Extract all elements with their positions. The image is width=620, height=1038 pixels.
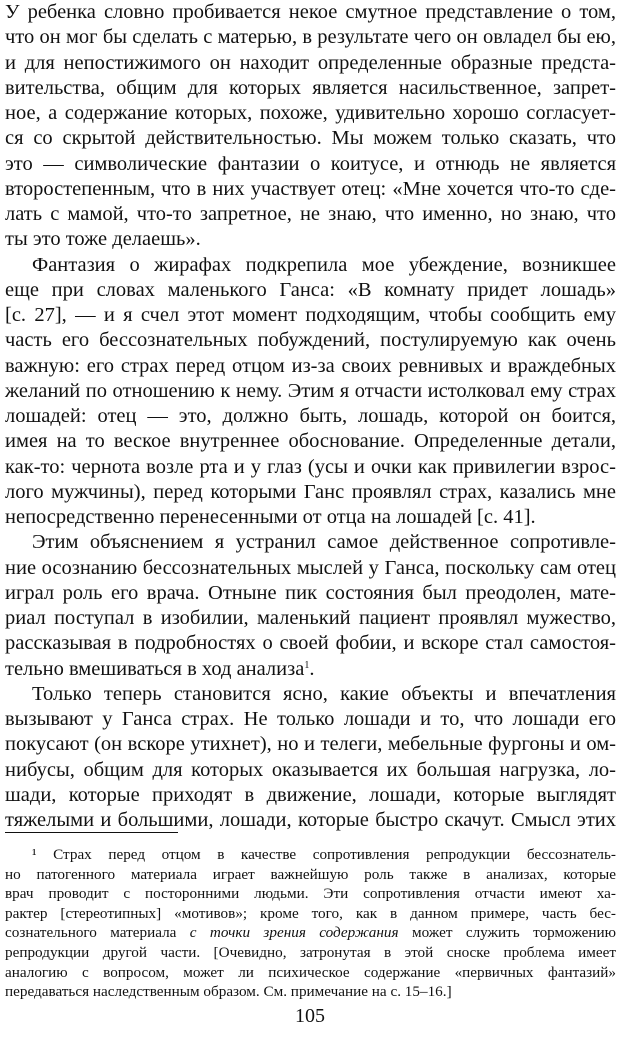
body-line bbox=[5, 682, 616, 707]
footnote-line-text: рактер [стереотипных] «мотивов»; кроме того, как в данном примере, часть бес- bbox=[5, 904, 616, 922]
body-line-text: [с. 27], — и я счел этот момент подходящим, чтобы сообщить ему bbox=[5, 304, 616, 326]
body-line bbox=[5, 404, 616, 429]
body-line bbox=[5, 505, 616, 530]
footnote-line-text: но патогенного материала играет важнейшую роль также в анализах, которые bbox=[5, 865, 616, 883]
body-line bbox=[5, 480, 616, 505]
body-line bbox=[5, 606, 616, 631]
body-line-text: шади, которые приходят в движение, лошади, которые выглядят bbox=[5, 783, 616, 806]
body-line bbox=[5, 783, 616, 808]
body-line-text: что он мог бы сделать с матерью, в результате чего он овладел бы ею, bbox=[5, 26, 616, 49]
body-line bbox=[5, 253, 616, 278]
footnote-line-text: сознательного материала bbox=[5, 924, 190, 942]
body-line-text: второстепенным, что в них участвует отец: «Мне хочется что-то сде- bbox=[5, 177, 616, 200]
body-line bbox=[5, 51, 616, 76]
body-line bbox=[5, 808, 616, 833]
body-line bbox=[5, 631, 616, 656]
body-line-text: Этим объяснением я устранил самое действенное сопротивле- bbox=[32, 531, 616, 554]
footnote-line-text: аналогию с вопросом, может ли психическое содержание «первичных фантазий» bbox=[5, 963, 616, 981]
body-line bbox=[5, 530, 616, 555]
body-line bbox=[5, 429, 616, 454]
body-line-text: лого мужчины), перед которыми Ганс проявлял страх, казались мне bbox=[5, 480, 616, 503]
footnote-line bbox=[5, 923, 616, 943]
body-line-text: нибусы, общим для которых оказывается их большая нагрузка, ло- bbox=[5, 758, 616, 781]
body-line bbox=[5, 126, 616, 151]
body-line-text: Только теперь становится ясно, какие объекты и впечатления bbox=[32, 682, 616, 705]
body-line-text: желаний по отношению к нему. Этим я отчасти истолковал ему страх bbox=[5, 379, 616, 402]
body-line bbox=[5, 278, 616, 303]
footnote-line-text: передаваться наследственным образом. См. примечание на с. 15–16.] bbox=[5, 983, 452, 1001]
body-line bbox=[5, 0, 616, 25]
body-line bbox=[5, 25, 616, 50]
footnote-line-text: врач проводит с посторонними людьми. Эти сопротивления отчасти имеют ха- bbox=[5, 885, 616, 903]
body-line bbox=[5, 177, 616, 202]
body-line-text: вызывают у Ганса страх. Не только лошади и то, что лошади его bbox=[5, 708, 616, 730]
body-line-text: ты это тоже делаешь». bbox=[5, 228, 201, 251]
footnote-line bbox=[5, 845, 616, 865]
body-line bbox=[5, 328, 616, 353]
main-text bbox=[5, 0, 616, 833]
body-line-text: как-то: чернота возле рта и у глаз (усы и очки как привилегии взрос- bbox=[5, 455, 616, 478]
footnote-line-tail: может служить торможению bbox=[398, 924, 616, 942]
body-line-text: имея на то веское внутреннее обоснование. Определенные детали, bbox=[5, 430, 616, 453]
body-line-text: риал поступал в изобилии, маленький пациент проявлял мужество, bbox=[5, 607, 616, 629]
body-line-text: часть его бессознательных побуждений, постулируемую как очень bbox=[5, 329, 616, 352]
footnote-line bbox=[5, 884, 616, 904]
body-line-text: рассказывая в подробностях о своей фобии, и вскоре стал самостоя- bbox=[5, 632, 616, 655]
body-line bbox=[5, 101, 616, 126]
body-line-text: лать с мамой, что-то запретное, не знаю, что именно, но знаю, что bbox=[5, 203, 616, 225]
footnote-line bbox=[5, 943, 616, 963]
body-line-text: играл роль его врача. Отныне пик состояния был преодолен, мате- bbox=[5, 581, 616, 604]
footnote-line bbox=[5, 982, 616, 1002]
body-line bbox=[5, 556, 616, 581]
body-line bbox=[5, 581, 616, 606]
body-line bbox=[5, 303, 616, 328]
body-line-text: непосредственно перенесенными от отца на лошадей [с. 41]. bbox=[5, 506, 536, 528]
body-line bbox=[5, 455, 616, 480]
footnote-separator bbox=[5, 832, 178, 833]
body-line bbox=[5, 732, 616, 757]
body-line bbox=[5, 202, 616, 227]
body-line-text: и для непостижимого он находит определенные образные предста- bbox=[5, 51, 616, 74]
footnote-line bbox=[5, 963, 616, 983]
body-line-text: важную: его страх перед отцом из-за своих ревнивых и враждебных bbox=[5, 354, 616, 377]
italic-phrase: с точки зрения содержания bbox=[189, 924, 399, 942]
body-line-text: покусают (он вскоре утихнет), но и телеги, мебельные фургоны и ом- bbox=[5, 733, 616, 756]
footnote-line bbox=[5, 904, 616, 924]
body-line-text: Фантазия о жирафах подкрепила мое убеждение, возникшее bbox=[32, 253, 616, 276]
body-line bbox=[5, 379, 616, 404]
body-line bbox=[5, 227, 616, 252]
footnote-line-text: ¹ Страх перед отцом в качестве сопротивления репродукции бессознатель- bbox=[32, 846, 616, 863]
body-line-text: тельно вмешиваться в ход анализа bbox=[5, 657, 305, 680]
footnote-line bbox=[5, 865, 616, 885]
body-line-text: еще при словах маленького Ганса: «В комнату придет лошадь» bbox=[5, 278, 616, 301]
body-line bbox=[5, 758, 616, 783]
body-line bbox=[5, 354, 616, 379]
footnote-marker: 1 bbox=[304, 659, 310, 671]
footnotes bbox=[5, 845, 616, 1002]
body-line-text: ное, а содержание которых, похоже, удивительно хорошо согласует- bbox=[5, 102, 616, 124]
body-line-text: ся со скрытой действительностью. Мы можем только сказать, что bbox=[5, 127, 616, 150]
page-number: 105 bbox=[295, 1005, 325, 1027]
body-line-text: тяжелыми и большими, лошади, которые быстро скачут. Смысл этих bbox=[5, 809, 616, 831]
body-line-text: это — символические фантазии о коитусе, и отнюдь не является bbox=[5, 152, 616, 175]
body-line-text: ние осознанию бессознательных мыслей у Ганса, поскольку сам отец bbox=[5, 556, 616, 579]
footnote-line-text: репродукции другой части. [Очевидно, затронутая в этой сноске проблема имеет bbox=[5, 943, 616, 961]
body-line bbox=[5, 707, 616, 732]
body-line-text: вительства, общим для которых является насильственное, запрет- bbox=[5, 76, 616, 99]
body-line bbox=[5, 76, 616, 101]
body-line bbox=[5, 152, 616, 177]
body-line-text: У ребенка словно пробивается некое смутное представление о том, bbox=[5, 1, 616, 23]
body-line-tail: . bbox=[309, 657, 315, 680]
body-line bbox=[5, 657, 616, 682]
body-line-text: лошадей: отец — это, должно быть, лошадь, которой он боится, bbox=[5, 405, 616, 427]
